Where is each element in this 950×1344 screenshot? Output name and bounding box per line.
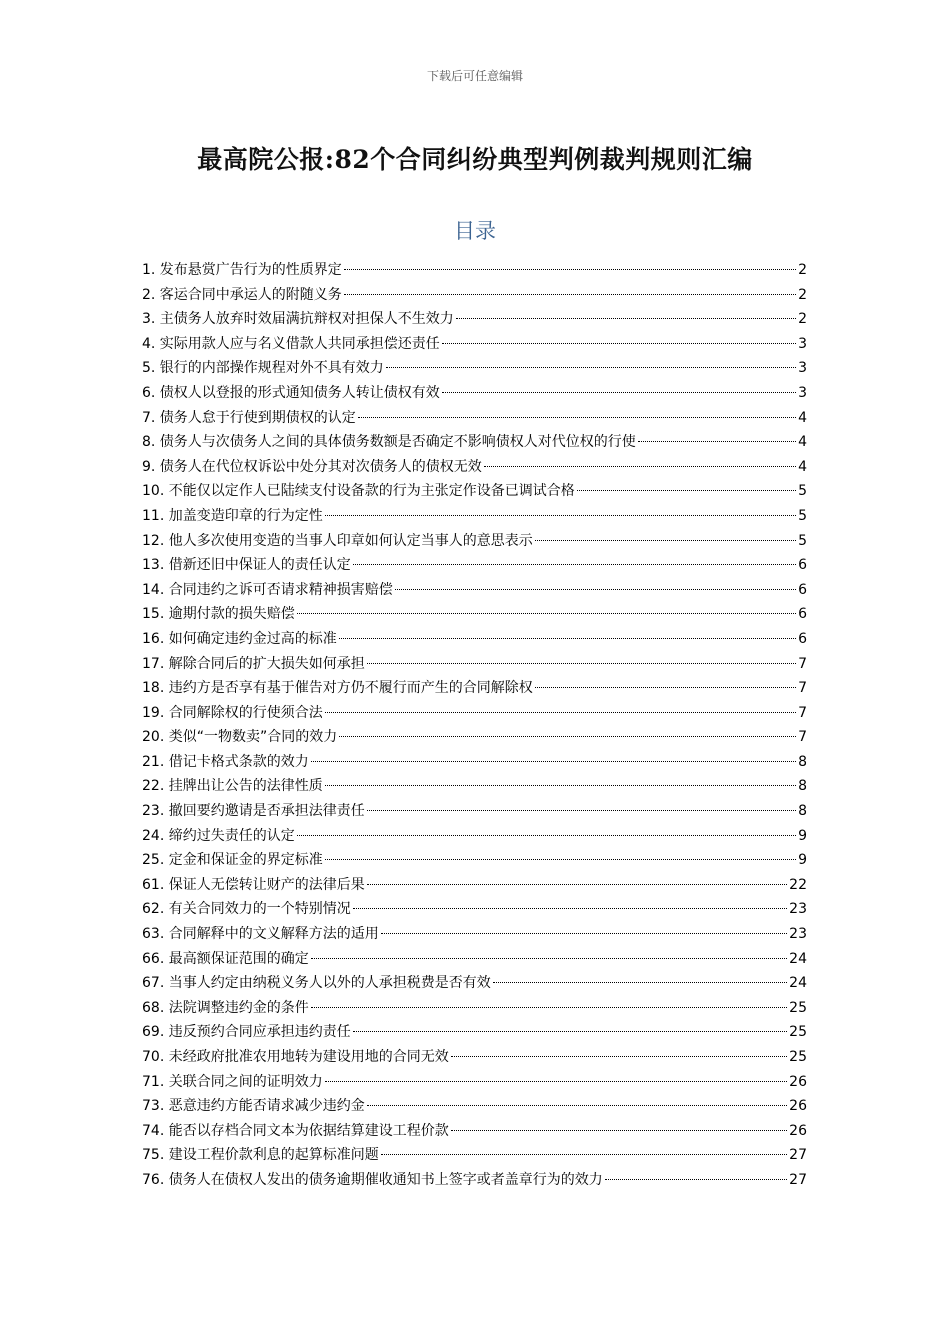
table-of-contents bbox=[142, 258, 807, 1193]
toc-entry[interactable] bbox=[142, 848, 807, 873]
toc-dot-leader bbox=[381, 1154, 787, 1155]
toc-dot-leader bbox=[386, 367, 796, 368]
toc-entry-title: 11. 加盖变造印章的行为定性 bbox=[142, 507, 323, 524]
toc-entry[interactable] bbox=[142, 627, 807, 652]
toc-dot-leader bbox=[325, 859, 796, 860]
toc-dot-leader bbox=[493, 982, 787, 983]
toc-entry[interactable] bbox=[142, 406, 807, 431]
toc-entry-page-number: 5 bbox=[798, 483, 807, 500]
toc-entry-title: 12. 他人多次使用变造的当事人印章如何认定当事人的意思表示 bbox=[142, 532, 533, 549]
toc-dot-leader bbox=[353, 564, 796, 565]
toc-dot-leader bbox=[325, 712, 796, 713]
toc-dot-leader bbox=[367, 663, 796, 664]
toc-entry-page-number: 4 bbox=[798, 434, 807, 451]
toc-entry-title: 61. 保证人无偿转让财产的法律后果 bbox=[142, 876, 365, 893]
toc-entry-title: 23. 撤回要约邀请是否承担法律责任 bbox=[142, 803, 365, 820]
toc-dot-leader bbox=[535, 540, 796, 541]
toc-entry-page-number: 5 bbox=[798, 507, 807, 524]
toc-entry-title: 74. 能否以存档合同文本为依据结算建设工程价款 bbox=[142, 1122, 449, 1139]
toc-dot-leader bbox=[297, 835, 796, 836]
toc-dot-leader bbox=[339, 736, 796, 737]
toc-entry-title: 10. 不能仅以定作人已陆续支付设备款的行为主张定作设备已调试合格 bbox=[142, 483, 575, 500]
toc-entry-title: 67. 当事人约定由纳税义务人以外的人承担税费是否有效 bbox=[142, 975, 491, 992]
toc-entry[interactable] bbox=[142, 430, 807, 455]
toc-entry-page-number: 25 bbox=[789, 1049, 807, 1065]
toc-dot-leader bbox=[451, 1130, 787, 1131]
toc-dot-leader bbox=[535, 687, 796, 688]
toc-entry[interactable] bbox=[142, 676, 807, 701]
toc-entry-page-number: 2 bbox=[798, 286, 807, 303]
toc-entry-title: 22. 挂牌出让公告的法律性质 bbox=[142, 778, 323, 795]
toc-entry-page-number: 3 bbox=[798, 384, 807, 401]
toc-entry-title: 70. 未经政府批准农用地转为建设用地的合同无效 bbox=[142, 1049, 449, 1065]
toc-entry[interactable] bbox=[142, 307, 807, 332]
toc-entry-title: 63. 合同解释中的文义解释方法的适用 bbox=[142, 926, 379, 943]
toc-entry-page-number: 7 bbox=[798, 704, 807, 721]
toc-entry[interactable] bbox=[142, 750, 807, 775]
toc-entry-title: 9. 债务人在代位权诉讼中处分其对次债务人的债权无效 bbox=[142, 458, 482, 475]
toc-dot-leader bbox=[325, 785, 796, 786]
toc-entry-page-number: 8 bbox=[798, 803, 807, 820]
toc-entry-page-number: 24 bbox=[789, 975, 807, 992]
toc-entry-title: 76. 债务人在债权人发出的债务逾期催收通知书上签字或者盖章行为的效力 bbox=[142, 1171, 603, 1188]
toc-entry-title: 6. 债权人以登报的形式通知债务人转让债权有效 bbox=[142, 384, 440, 401]
toc-dot-leader bbox=[442, 392, 796, 393]
toc-entry-title: 21. 借记卡格式条款的效力 bbox=[142, 753, 309, 770]
toc-entry[interactable] bbox=[142, 258, 807, 283]
toc-entry[interactable] bbox=[142, 479, 807, 504]
toc-entry[interactable] bbox=[142, 504, 807, 529]
toc-dot-leader bbox=[325, 515, 796, 516]
toc-entry-page-number: 25 bbox=[789, 1024, 807, 1041]
toc-dot-leader bbox=[311, 958, 787, 959]
toc-entry-title: 68. 法院调整违约金的条件 bbox=[142, 999, 309, 1016]
toc-dot-leader bbox=[367, 810, 796, 811]
toc-entry-title: 66. 最高额保证范围的确定 bbox=[142, 950, 309, 967]
toc-entry[interactable] bbox=[142, 1168, 807, 1193]
toc-dot-leader bbox=[456, 318, 796, 319]
toc-entry[interactable] bbox=[142, 455, 807, 480]
document-title: 最高院公报:82个合同纠纷典型判例裁判规则汇编 bbox=[197, 145, 753, 174]
toc-entry[interactable] bbox=[142, 873, 807, 898]
toc-heading: 目录 bbox=[454, 219, 496, 243]
toc-entry[interactable] bbox=[142, 824, 807, 849]
toc-dot-leader bbox=[325, 1081, 787, 1082]
toc-entry-title: 3. 主债务人放弃时效届满抗辩权对担保人不生效力 bbox=[142, 311, 454, 328]
toc-entry[interactable] bbox=[142, 332, 807, 357]
toc-entry[interactable] bbox=[142, 996, 807, 1021]
toc-entry-title: 71. 关联合同之间的证明效力 bbox=[142, 1073, 323, 1090]
toc-entry[interactable] bbox=[142, 799, 807, 824]
toc-dot-leader bbox=[353, 1031, 787, 1032]
toc-dot-leader bbox=[605, 1179, 787, 1180]
toc-dot-leader bbox=[339, 638, 796, 639]
toc-entry[interactable] bbox=[142, 578, 807, 603]
toc-entry[interactable] bbox=[142, 1070, 807, 1095]
toc-entry-title: 8. 债务人与次债务人之间的具体债务数额是否确定不影响债权人对代位权的行使 bbox=[142, 434, 636, 451]
toc-entry[interactable] bbox=[142, 1094, 807, 1119]
toc-entry-page-number: 4 bbox=[798, 409, 807, 426]
toc-dot-leader bbox=[638, 441, 796, 442]
toc-entry-page-number: 27 bbox=[789, 1171, 807, 1188]
toc-entry-title: 2. 客运合同中承运人的附随义务 bbox=[142, 286, 342, 303]
toc-entry-page-number: 27 bbox=[789, 1147, 807, 1164]
toc-entry-title: 73. 恶意违约方能否请求减少违约金 bbox=[142, 1098, 365, 1115]
toc-dot-leader bbox=[442, 343, 796, 344]
toc-dot-leader bbox=[311, 761, 796, 762]
toc-entry-page-number: 25 bbox=[789, 999, 807, 1016]
toc-dot-leader bbox=[367, 1105, 787, 1106]
toc-entry-title: 69. 违反预约合同应承担违约责任 bbox=[142, 1024, 351, 1041]
toc-entry-page-number: 7 bbox=[798, 655, 807, 672]
toc-entry[interactable] bbox=[142, 381, 807, 406]
toc-dot-leader bbox=[344, 294, 796, 295]
toc-entry-page-number: 26 bbox=[789, 1073, 807, 1090]
toc-entry[interactable] bbox=[142, 529, 807, 554]
toc-entry-page-number: 2 bbox=[798, 262, 807, 278]
toc-dot-leader bbox=[344, 269, 796, 270]
toc-entry-page-number: 9 bbox=[798, 827, 807, 844]
toc-entry-title: 25. 定金和保证金的界定标准 bbox=[142, 852, 323, 869]
toc-dot-leader bbox=[451, 1056, 787, 1057]
toc-entry[interactable] bbox=[142, 1020, 807, 1045]
toc-entry-title: 24. 缔约过失责任的认定 bbox=[142, 827, 295, 844]
toc-entry[interactable] bbox=[142, 356, 807, 381]
toc-entry[interactable] bbox=[142, 1119, 807, 1144]
toc-entry[interactable] bbox=[142, 922, 807, 947]
toc-entry-page-number: 3 bbox=[798, 335, 807, 352]
toc-entry[interactable] bbox=[142, 652, 807, 677]
toc-dot-leader bbox=[297, 613, 796, 614]
toc-entry-title: 18. 违约方是否享有基于催告对方仍不履行而产生的合同解除权 bbox=[142, 680, 533, 697]
header-note: 下载后可任意编辑 bbox=[426, 69, 523, 83]
toc-entry[interactable] bbox=[142, 701, 807, 726]
toc-entry[interactable] bbox=[142, 947, 807, 972]
toc-entry-page-number: 6 bbox=[798, 630, 807, 647]
toc-entry-page-number: 6 bbox=[798, 557, 807, 574]
toc-entry[interactable] bbox=[142, 283, 807, 308]
toc-entry-title: 7. 债务人怠于行使到期债权的认定 bbox=[142, 409, 356, 426]
toc-dot-leader bbox=[484, 466, 796, 467]
toc-entry[interactable] bbox=[142, 1045, 807, 1070]
toc-entry-page-number: 2 bbox=[798, 311, 807, 328]
toc-entry-page-number: 22 bbox=[789, 876, 807, 893]
toc-entry[interactable] bbox=[142, 774, 807, 799]
toc-dot-leader bbox=[358, 417, 796, 418]
toc-entry-page-number: 23 bbox=[789, 901, 807, 918]
toc-entry-page-number: 4 bbox=[798, 458, 807, 475]
toc-entry[interactable] bbox=[142, 725, 807, 750]
toc-dot-leader bbox=[353, 908, 787, 909]
toc-entry-title: 16. 如何确定违约金过高的标准 bbox=[142, 630, 337, 647]
toc-dot-leader bbox=[577, 490, 796, 491]
toc-entry[interactable] bbox=[142, 897, 807, 922]
toc-entry-page-number: 26 bbox=[789, 1122, 807, 1139]
toc-entry-title: 15. 逾期付款的损失赔偿 bbox=[142, 606, 295, 623]
toc-entry-page-number: 9 bbox=[798, 852, 807, 869]
toc-entry-title: 20. 类似“一物数卖”合同的效力 bbox=[142, 729, 338, 746]
toc-entry-title: 1. 发布悬赏广告行为的性质界定 bbox=[142, 262, 342, 278]
toc-entry[interactable] bbox=[142, 1143, 807, 1168]
toc-entry-page-number: 24 bbox=[789, 950, 807, 967]
toc-entry[interactable] bbox=[142, 553, 807, 578]
toc-entry-title: 13. 借新还旧中保证人的责任认定 bbox=[142, 557, 351, 574]
toc-entry-page-number: 23 bbox=[789, 926, 807, 943]
toc-entry-page-number: 8 bbox=[798, 753, 807, 770]
toc-entry-title: 17. 解除合同后的扩大损失如何承担 bbox=[142, 655, 365, 672]
toc-entry-page-number: 8 bbox=[798, 778, 807, 795]
toc-entry-title: 4. 实际用款人应与名义借款人共同承担偿还责任 bbox=[142, 335, 440, 352]
toc-entry-title: 14. 合同违约之诉可否请求精神损害赔偿 bbox=[142, 581, 393, 598]
toc-entry-page-number: 3 bbox=[798, 360, 807, 377]
toc-entry-page-number: 7 bbox=[798, 680, 807, 697]
toc-entry-page-number: 5 bbox=[798, 532, 807, 549]
toc-entry-title: 62. 有关合同效力的一个特别情况 bbox=[142, 901, 351, 918]
toc-dot-leader bbox=[311, 1007, 787, 1008]
toc-entry-page-number: 6 bbox=[798, 581, 807, 598]
toc-entry-title: 19. 合同解除权的行使须合法 bbox=[142, 704, 323, 721]
toc-dot-leader bbox=[381, 933, 787, 934]
toc-dot-leader bbox=[395, 589, 796, 590]
toc-dot-leader bbox=[367, 884, 787, 885]
toc-entry[interactable] bbox=[142, 602, 807, 627]
toc-entry[interactable] bbox=[142, 971, 807, 996]
toc-entry-title: 5. 银行的内部操作规程对外不具有效力 bbox=[142, 360, 384, 377]
toc-entry-page-number: 26 bbox=[789, 1098, 807, 1115]
toc-entry-page-number: 7 bbox=[798, 729, 807, 746]
toc-entry-title: 75. 建设工程价款利息的起算标准问题 bbox=[142, 1147, 379, 1164]
toc-entry-page-number: 6 bbox=[798, 606, 807, 623]
